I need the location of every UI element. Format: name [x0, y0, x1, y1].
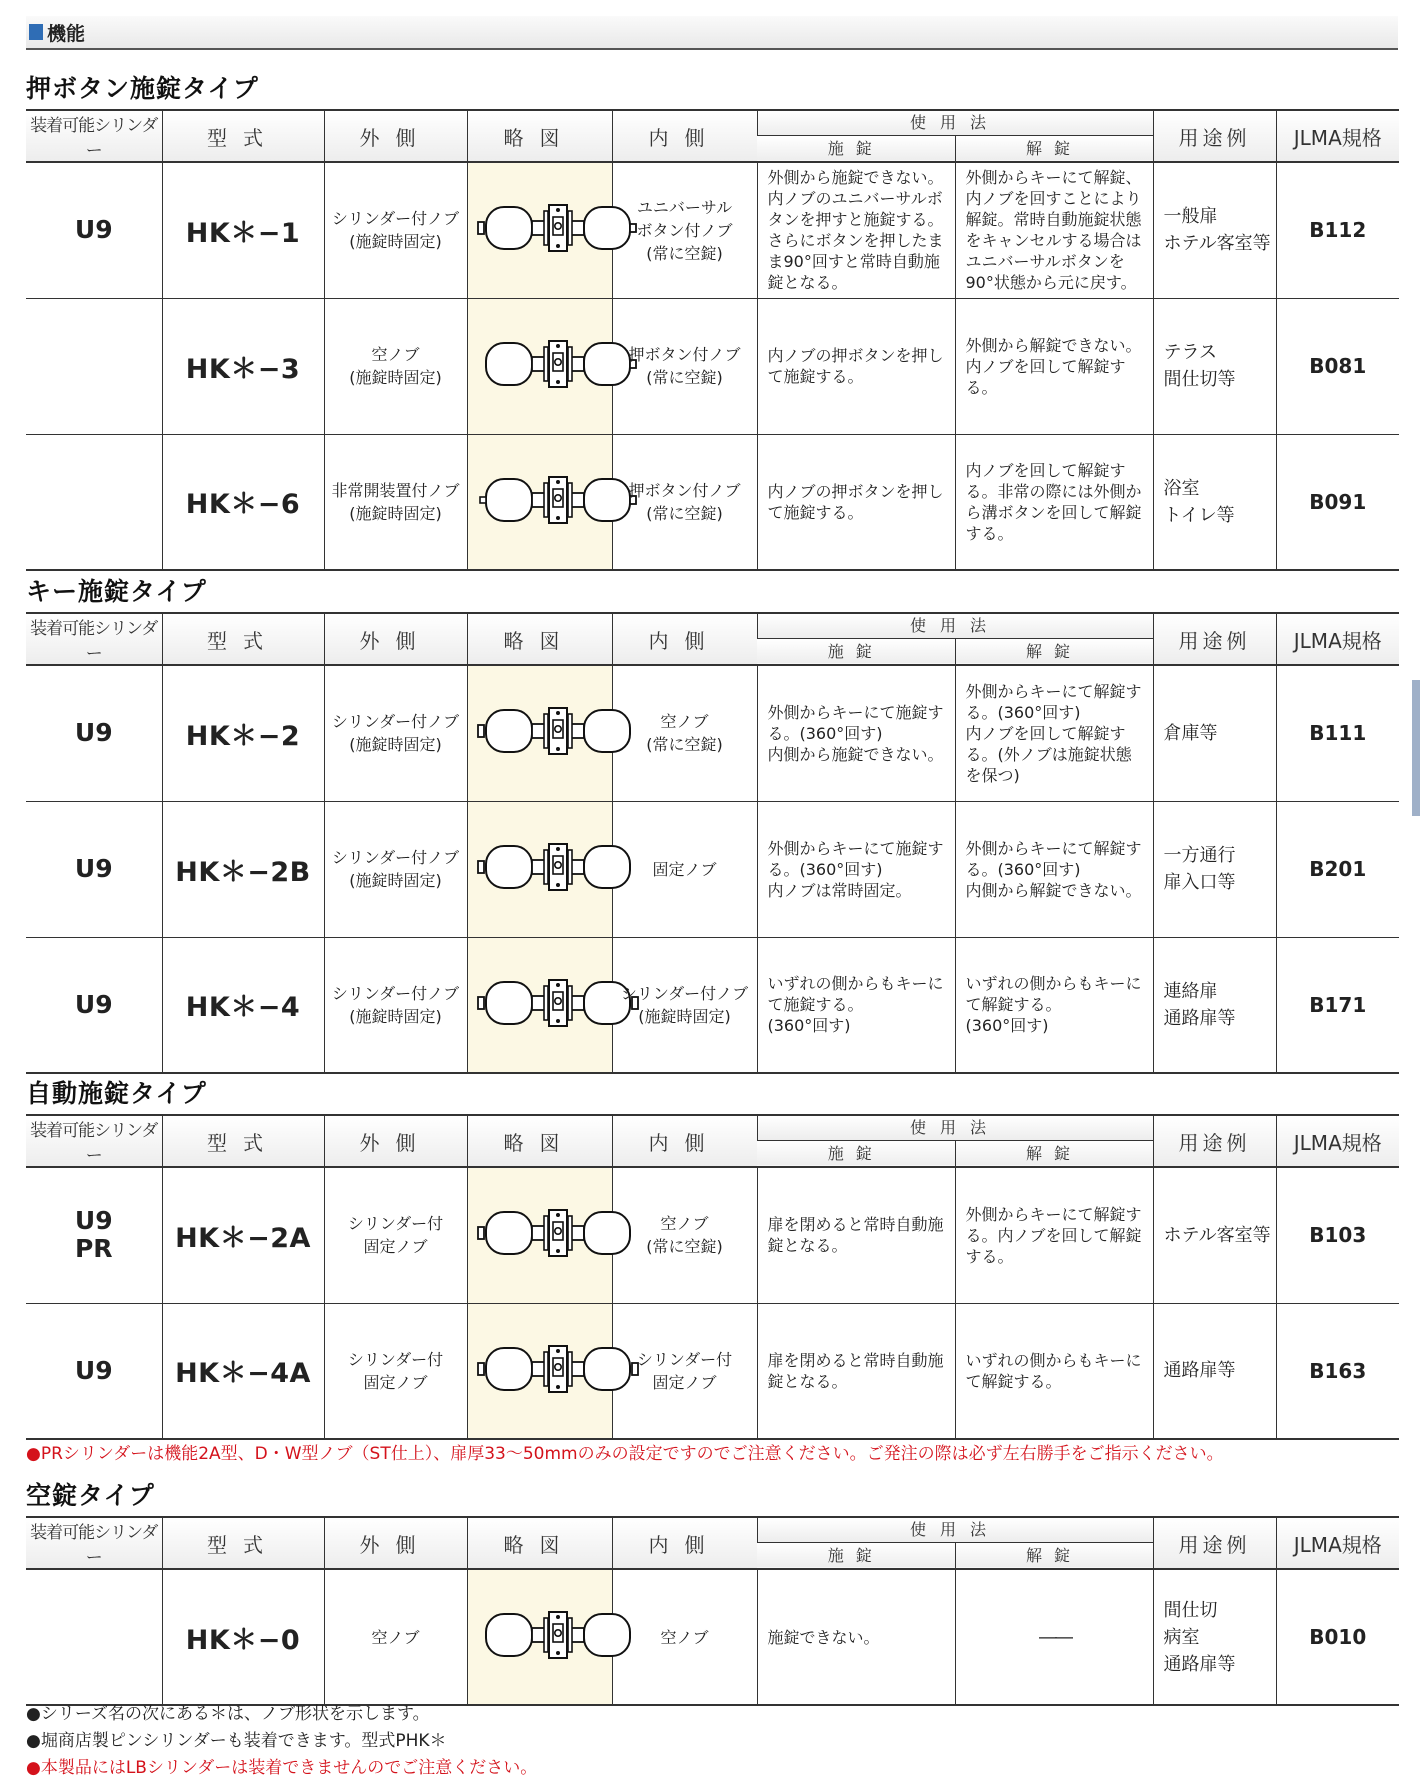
outside-line: (施錠時固定) [349, 503, 442, 523]
lock-cell: 内ノブの押ボタンを押して施錠する。 [757, 434, 955, 570]
function-table [26, 109, 1399, 571]
model-cell: HK＊−2 [162, 665, 324, 801]
jlma-cell: B171 [1276, 937, 1399, 1073]
cylinder-cell [26, 665, 162, 801]
col-unlock: 解錠 [955, 1140, 1153, 1167]
col-diagram: 略図 [467, 1517, 612, 1569]
diagram-cell [467, 665, 612, 801]
table-row [26, 801, 1399, 937]
model-cell: HK＊−2A [162, 1167, 324, 1303]
model-cell: HK＊−0 [162, 1569, 324, 1705]
col-cylinder: 装着可能シリンダー [26, 1115, 162, 1167]
jlma-cell: B103 [1276, 1167, 1399, 1303]
use-example-line: 通路扉等 [1163, 1007, 1236, 1029]
lock-cell: 施錠できない。 [757, 1569, 955, 1705]
outside-line: シリンダー付ノブ [331, 983, 460, 1003]
outside-cell [324, 1167, 467, 1303]
use-example-line: 一方通行 [1163, 845, 1236, 866]
col-usage: 使用法 [757, 1517, 1153, 1542]
use-example-line: 連絡扉 [1163, 980, 1218, 1002]
outside-line: シリンダー付ノブ [331, 712, 460, 732]
inside-line: 空ノブ [660, 712, 709, 732]
outside-line: 空ノブ [371, 345, 420, 364]
outside-cell [324, 162, 467, 298]
lockset-diagram-plain-pushbutton [468, 325, 648, 403]
jlma-cell: B091 [1276, 434, 1399, 570]
lock-cell: 外側からキーにて施錠する。(360°回す) 内ノブは常時固定。 [757, 801, 955, 937]
outside-line: (施錠時固定) [349, 735, 442, 755]
cylinder-value: U9 [74, 989, 113, 1019]
inside-line: 押ボタン付ノブ [628, 345, 741, 364]
function-table [26, 612, 1399, 1074]
cylinder-value: U9 [74, 718, 113, 748]
col-outside: 外側 [324, 110, 467, 162]
col-inside: 内側 [612, 1115, 757, 1167]
col-use-example: 用途例 [1153, 1115, 1276, 1167]
cylinder-value: PR [74, 1234, 113, 1264]
model-cell: HK＊−3 [162, 298, 324, 434]
use-example-line: ホテル客室等 [1163, 1224, 1271, 1246]
lockset-diagram-plain-plain [468, 1596, 648, 1674]
model-cell: HK＊−1 [162, 162, 324, 298]
diagram-cell [467, 162, 612, 298]
jlma-cell: B010 [1276, 1569, 1399, 1705]
use-example-line: 扉入口等 [1163, 872, 1236, 893]
use-example-line: 倉庫等 [1163, 722, 1218, 744]
use-example-cell [1153, 434, 1276, 570]
col-usage: 使用法 [757, 1115, 1153, 1140]
outside-cell [324, 1569, 467, 1705]
cylinder-cell [26, 298, 162, 434]
outside-line: シリンダー付 [347, 1349, 444, 1369]
col-use-example: 用途例 [1153, 1517, 1276, 1569]
col-jlma: JLMA規格 [1276, 110, 1399, 162]
diagram-cell [467, 434, 612, 570]
footer-note: ●堀商店製ピンシリンダーも装着できます。型式PHK＊ [26, 1731, 447, 1751]
unlock-cell: 外側からキーにて解錠、内ノブを回すことにより解錠。常時自動施錠状態をキャンセルする場合はユニバーサルボタンを90°状態から元に戻す。 [955, 162, 1153, 298]
col-unlock: 解錠 [955, 638, 1153, 665]
use-example-cell [1153, 1167, 1276, 1303]
col-jlma: JLMA規格 [1276, 1517, 1399, 1569]
cylinder-cell [26, 1569, 162, 1705]
outside-line: 非常開装置付ノブ [331, 480, 460, 500]
inside-line: (施錠時固定) [638, 1006, 731, 1026]
unlock-cell: 外側からキーにて解錠する。(360°回す) 内側から解錠できない。 [955, 801, 1153, 937]
lockset-diagram-cylinder-plain [468, 692, 648, 770]
cylinder-value: U9 [74, 854, 113, 883]
section-title: 空錠タイプ [26, 1481, 155, 1510]
col-model: 型式 [162, 1517, 324, 1569]
cylinder-value: U9 [74, 1355, 113, 1385]
cylinder-cell [26, 162, 162, 298]
col-inside: 内側 [612, 1517, 757, 1569]
outside-line: 固定ノブ [363, 1237, 428, 1257]
outside-line: シリンダー付 [347, 1214, 444, 1234]
inside-line: (常に空錠) [646, 368, 723, 387]
inside-line: 固定ノブ [652, 859, 717, 879]
side-tab-marker [1412, 680, 1420, 816]
col-inside: 内側 [612, 613, 757, 665]
cylinder-cell [26, 434, 162, 570]
col-use-example: 用途例 [1153, 613, 1276, 665]
outside-line: 空ノブ [371, 1627, 420, 1647]
outside-line: (施錠時固定) [349, 368, 442, 387]
model-cell: HK＊−6 [162, 434, 324, 570]
col-model: 型式 [162, 1115, 324, 1167]
diagram-cell [467, 937, 612, 1073]
use-example-line: 一般扉 [1163, 206, 1218, 228]
cylinder-cell [26, 937, 162, 1073]
table-row [26, 1167, 1399, 1303]
diagram-cell [467, 298, 612, 434]
section-3 [26, 1476, 1398, 1706]
model-cell: HK＊−2B [162, 801, 324, 937]
outside-line: (施錠時固定) [349, 1006, 442, 1026]
col-unlock: 解錠 [955, 1542, 1153, 1569]
blue-square-icon [29, 24, 43, 40]
col-cylinder: 装着可能シリンダー [26, 110, 162, 162]
unlock-cell: 内ノブを回して解錠する。非常の際には外側から溝ボタンを回して解錠する。 [955, 434, 1153, 570]
table-row [26, 162, 1399, 298]
outside-line: 固定ノブ [363, 1372, 428, 1392]
col-model: 型式 [162, 613, 324, 665]
lockset-diagram-cylinder-pushbutton [468, 189, 648, 267]
col-outside: 外側 [324, 1115, 467, 1167]
unlock-cell: いずれの側からもキーにて解錠する。 (360°回す) [955, 937, 1153, 1073]
outside-cell [324, 1303, 467, 1439]
unlock-cell: 外側からキーにて解錠する。内ノブを回して解錠する。 [955, 1167, 1153, 1303]
use-example-line: 浴室 [1163, 477, 1200, 499]
table-row [26, 665, 1399, 801]
table-row [26, 1569, 1399, 1705]
outside-line: (施錠時固定) [349, 232, 442, 252]
use-example-cell [1153, 937, 1276, 1073]
diagram-cell [467, 1569, 612, 1705]
lockset-diagram-emergency-pushbutton [468, 461, 648, 539]
outside-cell [324, 434, 467, 570]
pr-cylinder-note: ●PRシリンダーは機能2A型、D・W型ノブ（ST仕上）、扉厚33〜50mmのみの設定ですのでご注意ください。ご発注の際は必ず左右勝手をご指示ください。 [26, 1444, 1224, 1464]
page-title: 機能 [47, 22, 86, 45]
function-table [26, 1516, 1399, 1706]
inside-line: (常に空錠) [646, 243, 723, 263]
cylinder-cell [26, 1167, 162, 1303]
use-example-line: 間仕切等 [1163, 369, 1236, 390]
diagram-cell [467, 1167, 612, 1303]
unlock-cell: 外側からキーにて解錠する。(360°回す) 内ノブを回して解錠する。(外ノブは施錠状態を保つ) [955, 665, 1153, 801]
cylinder-value: U9 [74, 215, 113, 245]
section-1 [26, 572, 1398, 1074]
outside-cell [324, 937, 467, 1073]
table-row [26, 434, 1399, 570]
model-cell: HK＊−4 [162, 937, 324, 1073]
outside-cell [324, 665, 467, 801]
section-header [26, 16, 1398, 50]
col-usage: 使用法 [757, 613, 1153, 638]
jlma-cell: B112 [1276, 162, 1399, 298]
use-example-line: 通路扉等 [1163, 1360, 1236, 1382]
unlock-cell: いずれの側からもキーにて解錠する。 [955, 1303, 1153, 1439]
lockset-diagram-cylinder-cylinder [468, 1330, 648, 1408]
cylinder-cell [26, 801, 162, 937]
inside-line: シリンダー付 [636, 1349, 733, 1369]
unlock-cell: ―― [955, 1569, 1153, 1705]
col-lock: 施錠 [757, 1542, 955, 1569]
footer-note: ●シリーズ名の次にある＊は、ノブ形状を示します。 [26, 1704, 430, 1724]
use-example-line: 病室 [1163, 1626, 1200, 1648]
unlock-cell: 外側から解錠できない。内ノブを回して解錠する。 [955, 298, 1153, 434]
table-row [26, 1303, 1399, 1439]
inside-line: (常に空錠) [646, 1237, 723, 1257]
outside-cell [324, 801, 467, 937]
use-example-cell [1153, 1303, 1276, 1439]
col-diagram: 略図 [467, 110, 612, 162]
use-example-line: テラス [1163, 342, 1217, 363]
section-0 [26, 69, 1398, 571]
col-outside: 外側 [324, 613, 467, 665]
diagram-cell [467, 801, 612, 937]
use-example-line: トイレ等 [1163, 504, 1235, 526]
diagram-cell [467, 1303, 612, 1439]
use-example-line: ホテル客室等 [1163, 233, 1271, 255]
col-use-example: 用途例 [1153, 110, 1276, 162]
jlma-cell: B163 [1276, 1303, 1399, 1439]
use-example-cell [1153, 1569, 1276, 1705]
lockset-diagram-cylinder-plain [468, 1194, 648, 1272]
outside-line: (施錠時固定) [349, 871, 442, 890]
model-cell: HK＊−4A [162, 1303, 324, 1439]
use-example-cell [1153, 162, 1276, 298]
col-jlma: JLMA規格 [1276, 613, 1399, 665]
outside-line: シリンダー付ノブ [331, 209, 460, 229]
lockset-diagram-cylinder-plain [468, 828, 648, 906]
col-diagram: 略図 [467, 1115, 612, 1167]
inside-line: (常に空錠) [646, 735, 723, 755]
lock-cell: 扉を閉めると常時自動施錠となる。 [757, 1303, 955, 1439]
col-diagram: 略図 [467, 613, 612, 665]
table-row [26, 298, 1399, 434]
use-example-line: 通路扉等 [1163, 1653, 1236, 1675]
col-lock: 施錠 [757, 638, 955, 665]
inside-line: ユニバーサル [636, 197, 733, 217]
col-lock: 施錠 [757, 1140, 955, 1167]
inside-line: (常に空錠) [646, 503, 723, 523]
col-unlock: 解錠 [955, 135, 1153, 162]
inside-line: 空ノブ [660, 1214, 709, 1234]
jlma-cell: B111 [1276, 665, 1399, 801]
col-inside: 内側 [612, 110, 757, 162]
jlma-cell: B081 [1276, 298, 1399, 434]
cylinder-value: U9 [74, 1206, 113, 1236]
col-usage: 使用法 [757, 110, 1153, 135]
inside-line: シリンダー付ノブ [620, 983, 749, 1003]
lock-cell: 扉を閉めると常時自動施錠となる。 [757, 1167, 955, 1303]
table-row [26, 937, 1399, 1073]
inside-line: 固定ノブ [652, 1372, 717, 1392]
col-jlma: JLMA規格 [1276, 1115, 1399, 1167]
footer-note: ●本製品にはLBシリンダーは装着できませんのでご注意ください。 [26, 1758, 538, 1778]
lock-cell: いずれの側からもキーにて施錠する。 (360°回す) [757, 937, 955, 1073]
outside-line: シリンダー付ノブ [331, 848, 460, 867]
use-example-cell [1153, 298, 1276, 434]
col-model: 型式 [162, 110, 324, 162]
col-cylinder: 装着可能シリンダー [26, 613, 162, 665]
section-title: キー施錠タイプ [26, 577, 207, 606]
inside-line: 空ノブ [660, 1627, 709, 1647]
use-example-cell [1153, 801, 1276, 937]
inside-line: 押ボタン付ノブ [628, 480, 741, 500]
function-table [26, 1114, 1399, 1440]
lock-cell: 内ノブの押ボタンを押して施錠する。 [757, 298, 955, 434]
section-title: 押ボタン施錠タイプ [26, 74, 259, 103]
section-title: 自動施錠タイプ [26, 1079, 207, 1108]
lock-cell: 外側から施錠できない。内ノブのユニバーサルボタンを押すと施錠する。さらにボタンを押したまま90°回すと常時自動施錠となる。 [757, 162, 955, 298]
cylinder-cell [26, 1303, 162, 1439]
jlma-cell: B201 [1276, 801, 1399, 937]
lock-cell: 外側からキーにて施錠する。(360°回す) 内側から施錠できない。 [757, 665, 955, 801]
use-example-cell [1153, 665, 1276, 801]
col-lock: 施錠 [757, 135, 955, 162]
col-cylinder: 装着可能シリンダー [26, 1517, 162, 1569]
outside-cell [324, 298, 467, 434]
use-example-line: 間仕切 [1163, 1599, 1218, 1621]
inside-line: ボタン付ノブ [636, 220, 733, 240]
col-outside: 外側 [324, 1517, 467, 1569]
section-2 [26, 1074, 1398, 1440]
